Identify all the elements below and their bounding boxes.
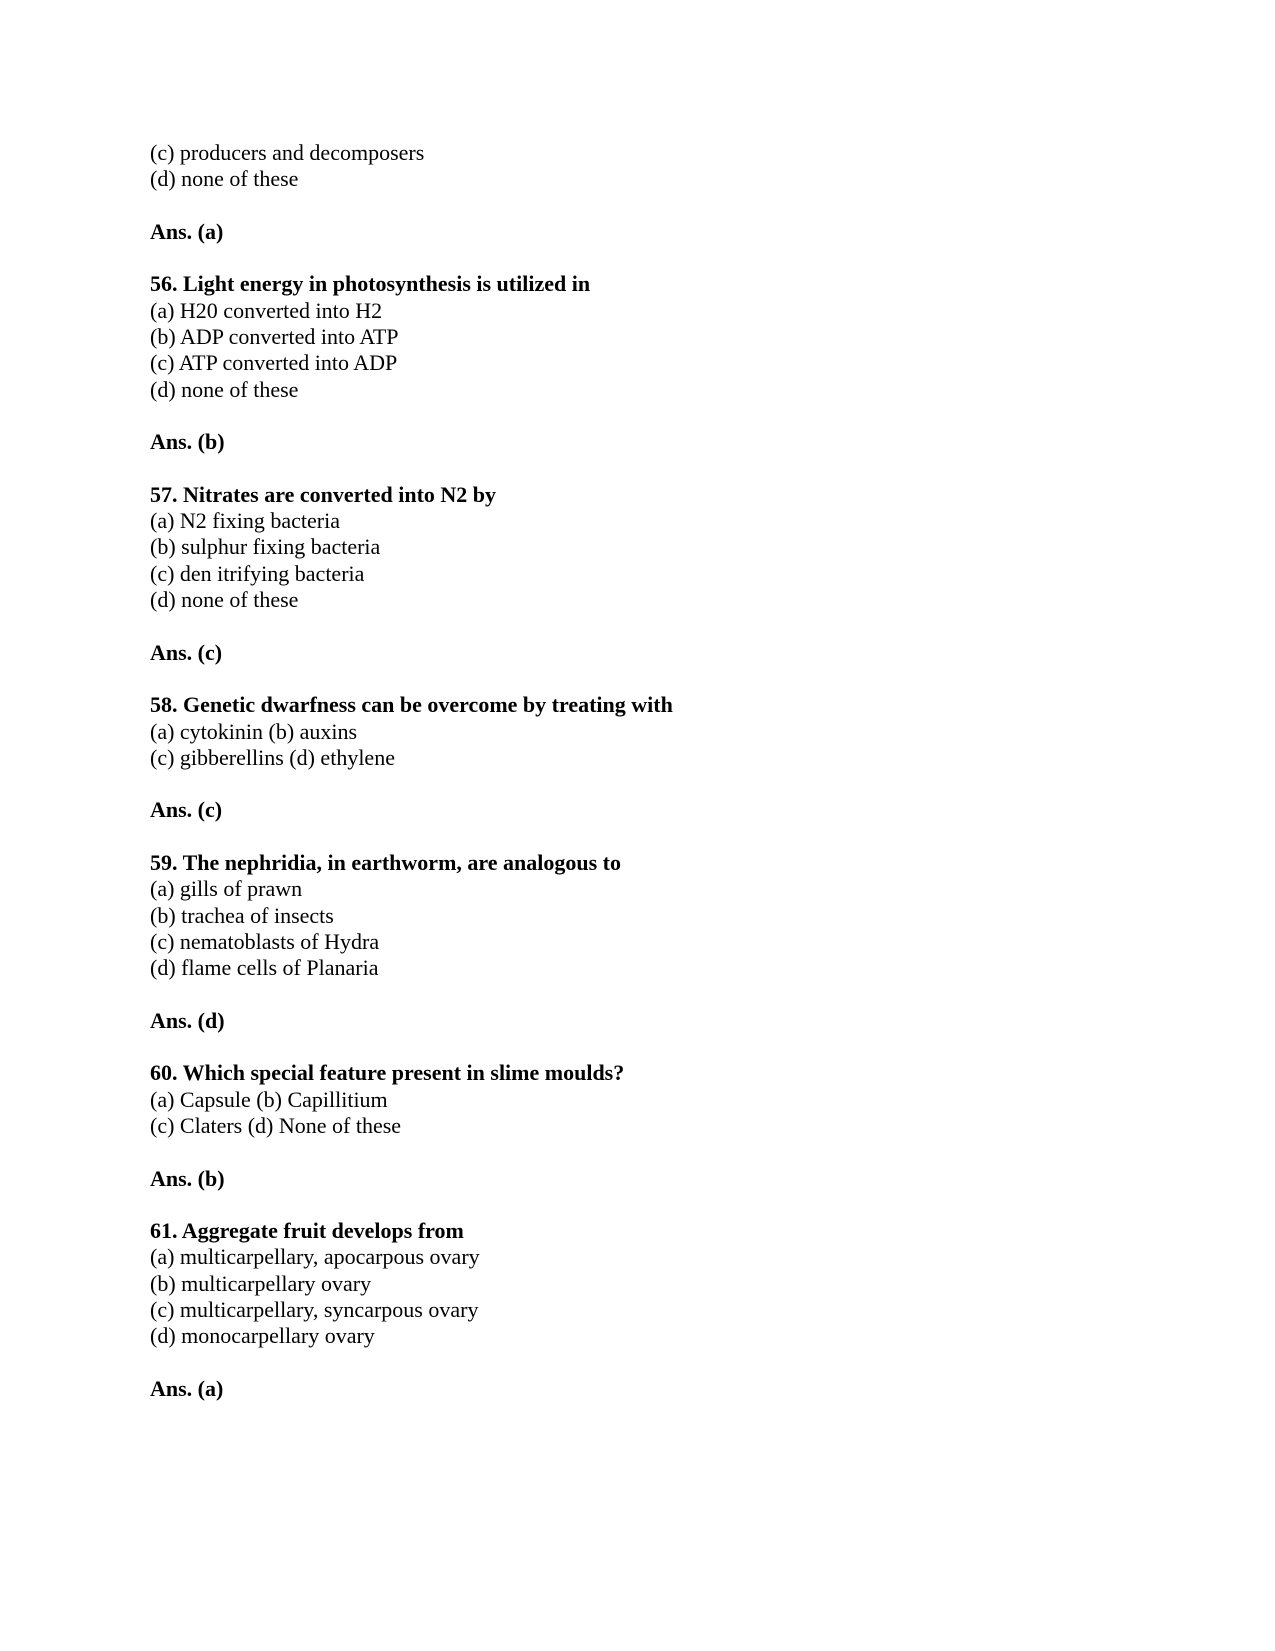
option-line: (c) ATP converted into ADP: [150, 350, 398, 376]
option-line: (b) trachea of insects: [150, 902, 334, 928]
answer-line: Ans. (b): [150, 429, 225, 455]
question-title: 60. Which special feature present in slime moulds?: [150, 1060, 625, 1086]
option-line: (a) H20 converted into H2: [150, 297, 383, 323]
option-line: (c) multicarpellary, syncarpous ovary: [150, 1297, 479, 1323]
answer-line: Ans. (c): [150, 639, 223, 665]
option-line: (a) cytokinin (b) auxins: [150, 718, 358, 744]
option-line: (d) flame cells of Planaria: [150, 955, 379, 981]
option-line: (c) Claters (d) None of these: [150, 1112, 402, 1138]
question-title: 59. The nephridia, in earthworm, are analogous to: [150, 850, 621, 876]
question-block: [150, 692, 1150, 850]
option-line: (b) multicarpellary ovary: [150, 1270, 372, 1296]
question-block: [150, 850, 1150, 1060]
option-line: (d) none of these: [150, 587, 299, 613]
question-title: 58. Genetic dwarfness can be overcome by treating with: [150, 692, 673, 718]
question-block-continued: [150, 140, 1150, 271]
option-line: (c) nematoblasts of Hydra: [150, 928, 380, 954]
option-line: (c) den itrifying bacteria: [150, 560, 365, 586]
option-line: (a) Capsule (b) Capillitium: [150, 1086, 388, 1112]
question-block: [150, 1218, 1150, 1402]
answer-line: Ans. (c): [150, 797, 223, 823]
question-title: 56. Light energy in photosynthesis is utilized in: [150, 271, 591, 297]
question-title: 57. Nitrates are converted into N2 by: [150, 481, 497, 507]
answer-line: Ans. (a): [150, 1375, 224, 1401]
option-line: (a) multicarpellary, apocarpous ovary: [150, 1244, 480, 1270]
question-block: [150, 482, 1150, 692]
answer-line: Ans. (a): [150, 218, 224, 244]
option-line: (d) none of these: [150, 376, 299, 402]
option-line: (c) producers and decomposers: [150, 140, 425, 165]
answer-line: Ans. (b): [150, 1165, 225, 1191]
option-line: (b) ADP converted into ATP: [150, 324, 399, 350]
question-block: [150, 271, 1150, 481]
option-line: (d) none of these: [150, 166, 299, 192]
option-line: (a) gills of prawn: [150, 876, 303, 902]
option-line: (a) N2 fixing bacteria: [150, 508, 340, 534]
option-line: (b) sulphur fixing bacteria: [150, 534, 381, 560]
option-line: (c) gibberellins (d) ethylene: [150, 744, 395, 770]
question-block: [150, 1060, 1150, 1218]
option-line: (d) monocarpellary ovary: [150, 1323, 375, 1349]
question-title: 61. Aggregate fruit develops from: [150, 1218, 464, 1244]
answer-line: Ans. (d): [150, 1007, 225, 1033]
document-page: [150, 140, 1150, 1402]
